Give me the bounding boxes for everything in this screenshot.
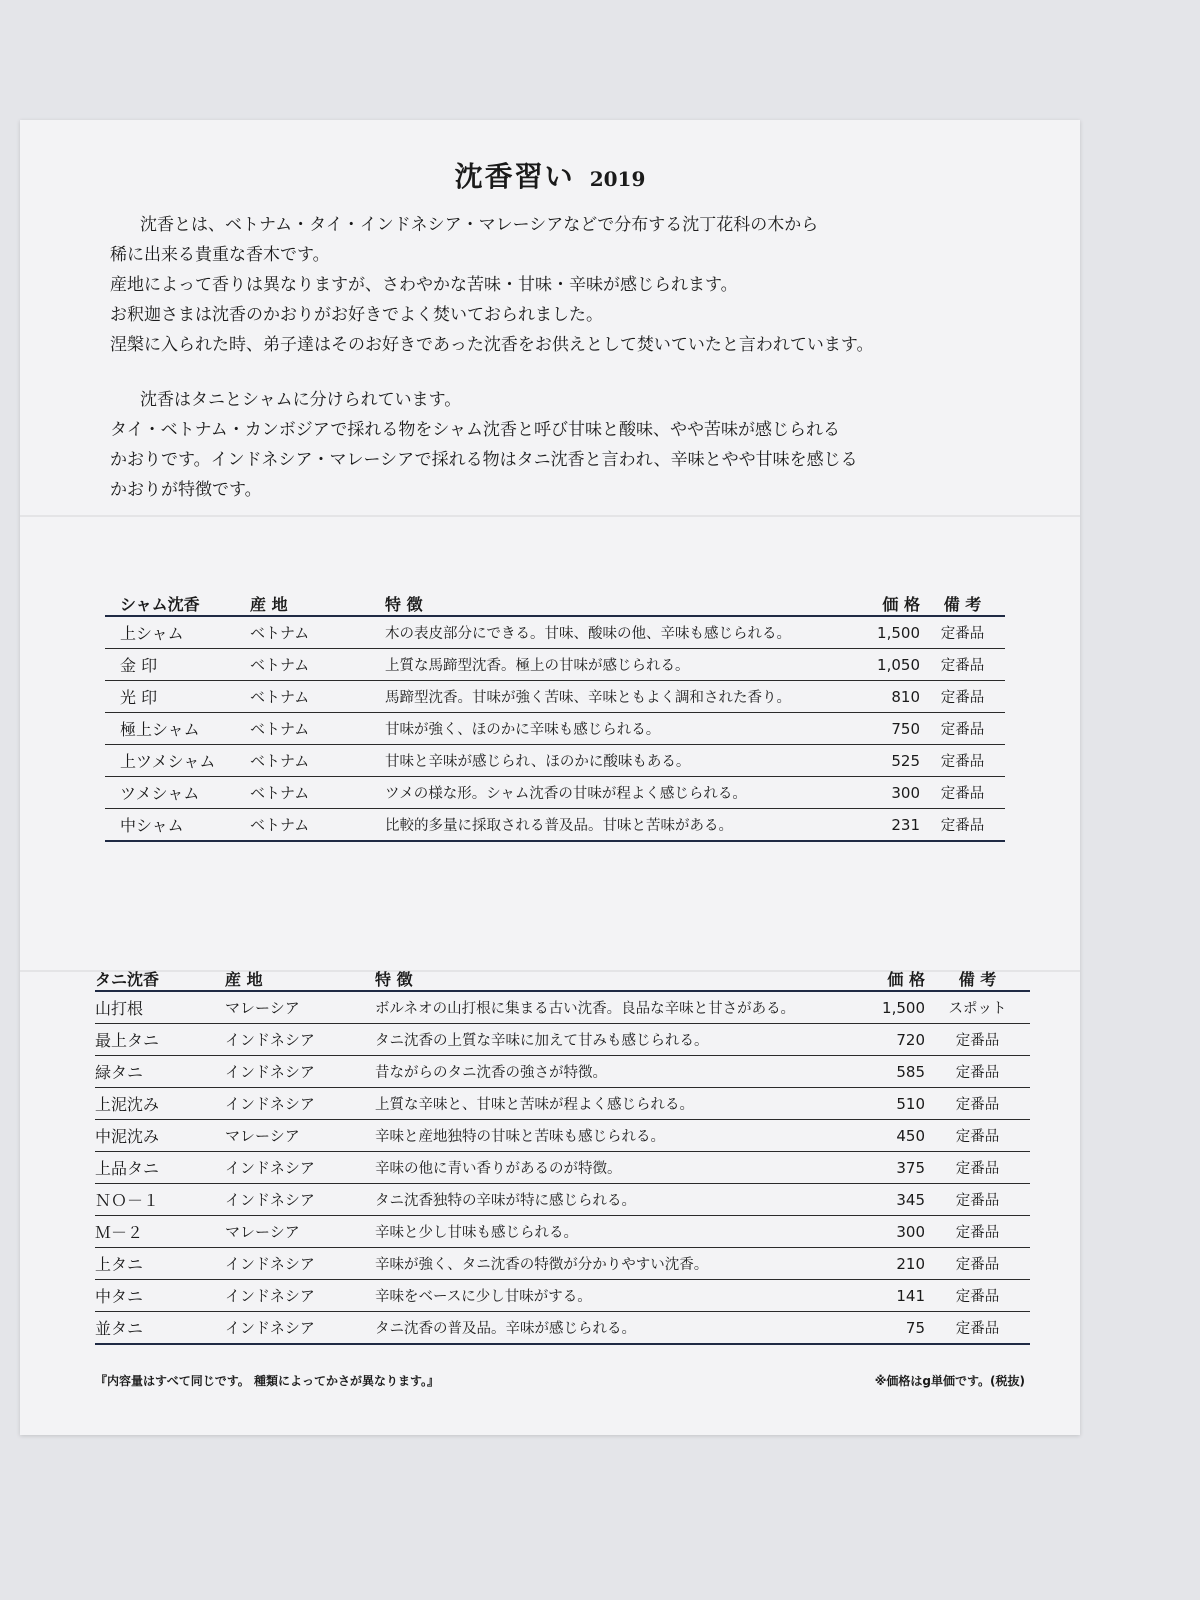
cell-origin: ベトナム	[250, 624, 310, 642]
cell-origin: ベトナム	[250, 784, 310, 802]
table-header	[95, 960, 1030, 992]
cell-name: 中シャム	[120, 816, 184, 835]
cell-note: 定番品	[955, 1129, 1000, 1145]
cell-feature: タニ沈香の上質な辛味に加えて甘みも感じられる。	[375, 1033, 709, 1049]
cell-price: 525	[891, 751, 920, 770]
cell-feature: 昔ながらのタニ沈香の強さが特徴。	[375, 1065, 607, 1081]
intro-line: タイ・ベトナム・カンボジアで採れる物をシャム沈香と呼び甘味と酸味、やや苦味が感じられる	[110, 420, 840, 440]
cell-note: 定番品	[940, 754, 985, 770]
cell-feature: 比較的多量に採取される普及品。甘味と苦味がある。	[385, 818, 733, 834]
table-row	[105, 649, 1005, 681]
cell-feature: 辛味と産地独特の甘味と苦味も感じられる。	[375, 1129, 665, 1145]
table-row	[105, 777, 1005, 809]
table-row	[95, 992, 1030, 1024]
cell-price: 300	[891, 783, 920, 802]
cell-origin: インドネシア	[225, 1287, 315, 1305]
cell-note: 定番品	[955, 1161, 1000, 1177]
cell-price: 231	[891, 815, 920, 834]
cell-note: スポット	[948, 1001, 1007, 1017]
cell-price: 210	[896, 1254, 925, 1273]
table-row	[95, 1152, 1030, 1184]
cell-origin: インドネシア	[225, 1095, 315, 1113]
table-row	[95, 1024, 1030, 1056]
intro-line: 産地によって香りは異なりますが、さわやかな苦味・甘味・辛味が感じられます。	[110, 275, 738, 295]
page-title	[20, 155, 1080, 195]
cell-price: 810	[891, 687, 920, 706]
cell-origin: ベトナム	[250, 688, 310, 706]
cell-name: ツメシャム	[120, 784, 200, 803]
header-note: 備 考	[943, 595, 982, 614]
cell-origin: インドネシア	[225, 1159, 315, 1177]
cell-origin: マレーシア	[225, 1223, 300, 1241]
cell-feature: タニ沈香独特の辛味が特に感じられる。	[375, 1193, 636, 1209]
cell-name: 上タニ	[95, 1255, 144, 1274]
cell-name: 最上タニ	[95, 1031, 160, 1050]
cell-price: 750	[891, 719, 920, 738]
cell-price: 141	[896, 1286, 925, 1305]
header-name: タニ沈香	[95, 970, 160, 989]
cell-note: 定番品	[955, 1065, 1000, 1081]
cell-feature: 甘味が強く、ほのかに辛味も感じられる。	[385, 722, 661, 738]
cell-note: 定番品	[940, 690, 985, 706]
table-header	[105, 585, 1005, 617]
cell-feature: 辛味が強く、タニ沈香の特徴が分かりやすい沈香。	[375, 1257, 709, 1273]
intro-paragraph-1	[110, 210, 1010, 360]
table-row	[95, 1056, 1030, 1088]
footer-note-right: ※価格はg単価です。(税抜)	[874, 1374, 1025, 1388]
title-text: 沈香習い	[454, 160, 575, 193]
cell-note: 定番品	[955, 1257, 1000, 1273]
table-row	[105, 617, 1005, 649]
cell-origin: ベトナム	[250, 656, 310, 674]
cell-name: 極上シャム	[120, 720, 200, 739]
cell-price: 1,500	[877, 623, 920, 642]
cell-note: 定番品	[955, 1193, 1000, 1209]
header-origin: 産 地	[250, 595, 288, 614]
cell-name: 上品タニ	[95, 1159, 160, 1178]
cell-price: 1,500	[882, 998, 925, 1017]
intro-line: かおりが特徴です。	[110, 480, 262, 500]
cell-feature: 馬蹄型沈香。甘味が強く苦味、辛味ともよく調和された香り。	[385, 690, 791, 706]
cell-origin: マレーシア	[225, 999, 300, 1017]
cell-price: 720	[896, 1030, 925, 1049]
table-row	[95, 1216, 1030, 1248]
cell-name: 並タニ	[95, 1319, 144, 1338]
cell-note: 定番品	[955, 1225, 1000, 1241]
cell-note: 定番品	[940, 722, 985, 738]
intro-line: 涅槃に入られた時、弟子達はそのお好きであった沈香をお供えとして焚いていたと言われています。	[110, 335, 874, 355]
header-origin: 産 地	[225, 970, 263, 989]
table-row	[95, 1120, 1030, 1152]
cell-origin: ベトナム	[250, 816, 310, 834]
cell-name: 上ツメシャム	[120, 752, 216, 771]
header-name: シャム沈香	[120, 595, 200, 614]
cell-note: 定番品	[955, 1321, 1000, 1337]
fold-line	[20, 515, 1080, 517]
table-row	[95, 1312, 1030, 1345]
cell-price: 375	[896, 1158, 925, 1177]
intro-line: 沈香とは、ベトナム・タイ・インドネシア・マレーシアなどで分布する沈丁花科の木から	[140, 215, 819, 235]
cell-feature: ツメの様な形。シャム沈香の甘味が程よく感じられる。	[385, 786, 747, 802]
cell-name: 中タニ	[95, 1287, 144, 1306]
cell-name: Ｍ－２	[95, 1223, 144, 1242]
cell-feature: 辛味の他に青い香りがあるのが特徴。	[375, 1161, 622, 1177]
cell-feature: 辛味をベースに少し甘味がする。	[375, 1289, 592, 1305]
table-row	[95, 1088, 1030, 1120]
cell-price: 300	[896, 1222, 925, 1241]
cell-origin: ベトナム	[250, 720, 310, 738]
cell-note: 定番品	[955, 1033, 1000, 1049]
cell-origin: インドネシア	[225, 1319, 315, 1337]
cell-name: ＮＯ－１	[95, 1191, 160, 1210]
cell-price: 75	[905, 1318, 925, 1337]
cell-note: 定番品	[940, 626, 985, 642]
intro-line: かおりです。インドネシア・マレーシアで採れる物はタニ沈香と言われ、辛味とやや甘味を感じる	[110, 450, 858, 470]
table-row	[105, 745, 1005, 777]
cell-feature: 上質な辛味と、甘味と苦味が程よく感じられる。	[375, 1097, 694, 1113]
cell-price: 1,050	[877, 655, 920, 674]
cell-name: 上シャム	[120, 624, 184, 643]
cell-note: 定番品	[940, 658, 985, 674]
intro-paragraph-2	[110, 385, 1010, 505]
cell-origin: インドネシア	[225, 1191, 315, 1209]
cell-name: 上泥沈み	[95, 1095, 160, 1114]
header-feature: 特 徴	[375, 970, 413, 989]
cell-feature: 上質な馬蹄型沈香。極上の甘味が感じられる。	[385, 658, 690, 674]
footer-note-left: 『内容量はすべて同じです。 種類によってかさが異なります。』	[95, 1374, 440, 1388]
table-body	[95, 992, 1030, 1345]
intro-line: お釈迦さまは沈香のかおりがお好きでよく焚いておられました。	[110, 305, 603, 325]
header-feature: 特 徴	[385, 595, 423, 614]
cell-name: 光 印	[120, 688, 158, 707]
cell-feature: タニ沈香の普及品。辛味が感じられる。	[375, 1321, 636, 1337]
cell-origin: インドネシア	[225, 1063, 315, 1081]
cell-note: 定番品	[940, 818, 985, 834]
header-note: 備 考	[958, 970, 997, 989]
cell-feature: 木の表皮部分にできる。甘味、酸味の他、辛味も感じられる。	[385, 626, 791, 642]
table-row	[95, 1184, 1030, 1216]
tani-table	[95, 960, 1030, 1345]
table-row	[95, 1280, 1030, 1312]
title-year: 2019	[589, 167, 646, 191]
cell-name: 山打根	[95, 999, 144, 1018]
intro-line: 稀に出来る貴重な香木です。	[110, 245, 330, 265]
cell-note: 定番品	[955, 1097, 1000, 1113]
table-row	[105, 809, 1005, 842]
cell-name: 緑タニ	[95, 1063, 144, 1082]
table-row	[105, 713, 1005, 745]
cell-price: 345	[896, 1190, 925, 1209]
table-row	[105, 681, 1005, 713]
cell-origin: ベトナム	[250, 752, 310, 770]
table-body	[105, 617, 1005, 842]
cell-price: 585	[896, 1062, 925, 1081]
cell-name: 中泥沈み	[95, 1127, 160, 1146]
paper-sheet	[20, 120, 1080, 1435]
cell-price: 450	[896, 1126, 925, 1145]
table-row	[95, 1248, 1030, 1280]
header-price: 価 格	[882, 595, 920, 614]
cell-note: 定番品	[940, 786, 985, 802]
cell-origin: インドネシア	[225, 1255, 315, 1273]
cell-note: 定番品	[955, 1289, 1000, 1305]
sham-table	[105, 585, 1005, 842]
header-price: 価 格	[887, 970, 925, 989]
cell-origin: マレーシア	[225, 1127, 300, 1145]
cell-feature: 辛味と少し甘味も感じられる。	[375, 1225, 578, 1241]
intro-line: 沈香はタニとシャムに分けられています。	[140, 390, 462, 410]
cell-feature: 甘味と辛味が感じられ、ほのかに酸味もある。	[385, 754, 691, 770]
cell-feature: ボルネオの山打根に集まる古い沈香。良品な辛味と甘さがある。	[375, 1001, 796, 1017]
cell-origin: インドネシア	[225, 1031, 315, 1049]
cell-name: 金 印	[120, 656, 158, 675]
cell-price: 510	[896, 1094, 925, 1113]
